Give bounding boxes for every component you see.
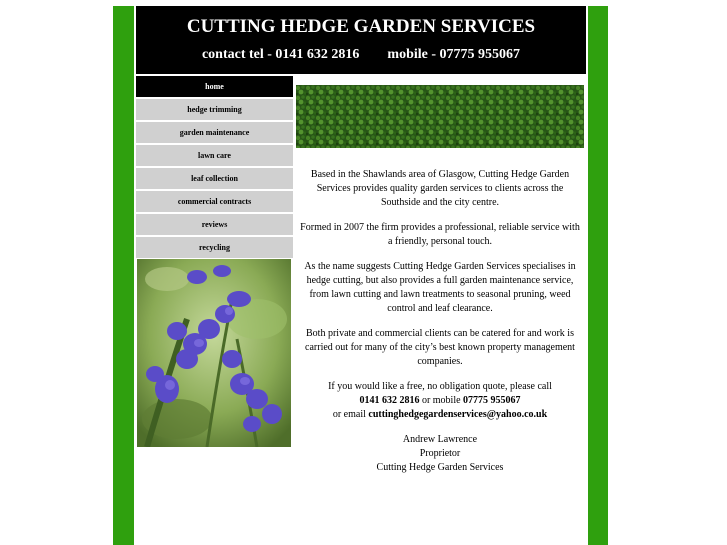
quote-mobile: 07775 955067 [463, 395, 521, 406]
site-title: CUTTING HEDGE GARDEN SERVICES [186, 16, 536, 37]
nav-item-garden-maintenance[interactable]: garden maintenance [136, 122, 293, 143]
hedge-photo [296, 85, 584, 148]
left-green-border [113, 6, 134, 545]
signature-title: Proprietor [419, 448, 461, 459]
intro-paragraph: Based in the Shawlands area of Glasgow, Cutting Hedge Garden Services provides quality garden services to clients across the Southside and the city centre. [310, 169, 570, 208]
right-green-border [588, 6, 608, 545]
site-header [136, 6, 586, 74]
header-mobile: mobile - 07775 955067 [387, 47, 521, 62]
signature-block [297, 433, 583, 475]
nav-item-lawn-care[interactable]: lawn care [136, 145, 293, 166]
nav-item-leaf-collection[interactable]: leaf collection [136, 168, 293, 189]
bluebell-photo [137, 259, 291, 447]
nav-item-reviews[interactable]: reviews [136, 214, 293, 235]
nav-item-recycling[interactable]: recycling [136, 237, 293, 258]
quote-or-email: or email [332, 409, 366, 420]
main-content [297, 168, 583, 475]
quote-line: If you would like a free, no obligation quote, please call [328, 381, 552, 392]
nav-item-hedge-trimming[interactable]: hedge trimming [136, 99, 293, 120]
email-link[interactable]: cuttinghedgegardenservices@yahoo.co.uk [368, 409, 548, 420]
signature-name: Andrew Lawrence [402, 434, 478, 445]
quote-phone: 0141 632 2816 [359, 395, 420, 406]
signature-company: Cutting Hedge Garden Services [376, 462, 504, 473]
header-phone: contact tel - 0141 632 2816 [201, 47, 360, 62]
services-paragraph: As the name suggests Cutting Hedge Garden Services specialises in hedge cutting, but also provides a full garden maintenance service, from lawn cutting and lawn treatments to seasonal pruning, weed control and leaf clearance. [304, 261, 576, 314]
header-contact [136, 47, 586, 63]
side-nav [136, 76, 293, 260]
nav-item-commercial-contracts[interactable]: commercial contracts [136, 191, 293, 212]
quote-paragraph [297, 380, 583, 422]
quote-or-mobile: or mobile [421, 395, 461, 406]
nav-item-home[interactable]: home [136, 76, 293, 97]
clients-paragraph: Both private and commercial clients can be catered for and work is carried out for many of the city’s best known property management companies. [305, 328, 575, 367]
formed-paragraph: Formed in 2007 the firm provides a professional, reliable service with a friendly, personal touch. [300, 222, 580, 247]
